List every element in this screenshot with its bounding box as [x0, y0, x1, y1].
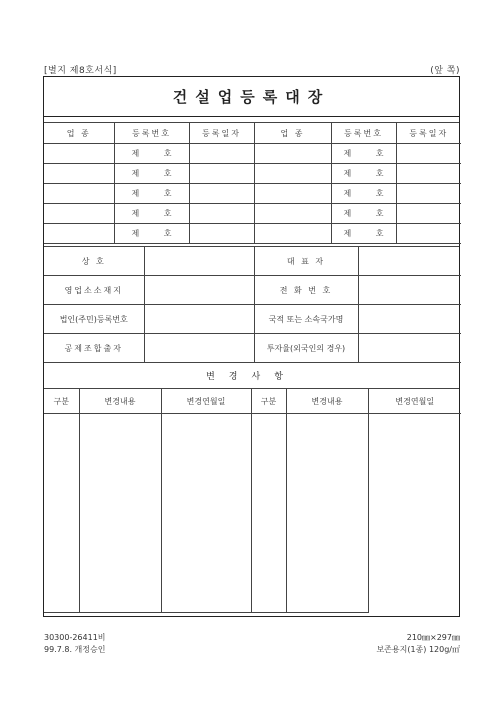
- table-row: [44, 164, 461, 184]
- reg-date-cell[interactable]: [396, 204, 461, 224]
- change-date-cell[interactable]: [368, 414, 461, 613]
- header-change-content: 변경내용: [79, 389, 161, 414]
- history-body-row: [44, 414, 461, 613]
- phone-label: 전 화 번 호: [254, 276, 358, 305]
- business-type-cell[interactable]: [44, 144, 114, 164]
- paper-size: 210㎜×297㎜: [406, 633, 460, 642]
- business-type-cell[interactable]: [44, 184, 114, 204]
- label-je: 제: [131, 189, 140, 198]
- reg-number-cell[interactable]: [114, 144, 189, 164]
- reg-number-cell[interactable]: [331, 184, 396, 204]
- form-title: 건설업등록대장: [44, 77, 459, 117]
- table-row: [44, 334, 461, 363]
- reg-number-cell[interactable]: [114, 164, 189, 184]
- label-ho: 호: [163, 229, 172, 238]
- label-ho: 호: [163, 209, 172, 218]
- label-je: 제: [343, 229, 352, 238]
- approval-note: 99.7.8. 개정승인: [44, 645, 106, 654]
- label-je: 제: [131, 149, 140, 158]
- business-location-label: 영업소소재지: [44, 276, 144, 305]
- header-business-type: 업 종: [44, 123, 114, 144]
- label-je: 제: [343, 149, 352, 158]
- reg-date-cell[interactable]: [189, 224, 254, 244]
- business-type-cell[interactable]: [254, 144, 331, 164]
- reg-number-cell[interactable]: [331, 224, 396, 244]
- header-change-date: 변경연월일: [368, 389, 461, 414]
- header-change-date: 변경연월일: [161, 389, 251, 414]
- reg-number-cell[interactable]: [114, 224, 189, 244]
- label-ho: 호: [163, 149, 172, 158]
- header-category: 구분: [44, 389, 79, 414]
- business-type-cell[interactable]: [44, 224, 114, 244]
- table-row: [44, 305, 461, 334]
- business-type-cell[interactable]: [254, 184, 331, 204]
- representative-value[interactable]: [358, 247, 461, 276]
- reg-date-cell[interactable]: [396, 184, 461, 204]
- header-reg-number: 등록번호: [331, 123, 396, 144]
- label-je: 제: [343, 189, 352, 198]
- company-info-table: [44, 247, 461, 363]
- label-je: 제: [343, 209, 352, 218]
- change-content-cell[interactable]: [79, 414, 161, 613]
- business-type-cell[interactable]: [44, 204, 114, 224]
- paper-type: 보존용지(1종) 120g/㎡: [376, 645, 460, 654]
- table-row: [44, 247, 461, 276]
- form-number: [별지 제8호서식]: [44, 66, 117, 76]
- nationality-label: 국적 또는 소속국가명: [254, 305, 358, 334]
- business-type-cell[interactable]: [254, 164, 331, 184]
- reg-date-cell[interactable]: [396, 224, 461, 244]
- change-date-cell[interactable]: [161, 414, 251, 613]
- reg-date-cell[interactable]: [189, 144, 254, 164]
- header-business-type: 업 종: [254, 123, 331, 144]
- label-ho: 호: [163, 169, 172, 178]
- label-ho: 호: [375, 209, 384, 218]
- label-ho: 호: [375, 229, 384, 238]
- label-ho: 호: [375, 189, 384, 198]
- reg-date-cell[interactable]: [189, 184, 254, 204]
- table-row: [44, 204, 461, 224]
- mutual-aid-value[interactable]: [144, 334, 254, 363]
- header-change-content: 변경내용: [286, 389, 368, 414]
- label-je: 제: [343, 169, 352, 178]
- nationality-value[interactable]: [358, 305, 461, 334]
- reg-date-cell[interactable]: [189, 164, 254, 184]
- registration-table: [44, 123, 461, 244]
- label-je: 제: [131, 209, 140, 218]
- label-je: 제: [131, 229, 140, 238]
- representative-label: 대 표 자: [254, 247, 358, 276]
- table-row: [44, 224, 461, 244]
- trade-name-label: 상 호: [44, 247, 144, 276]
- history-table: [44, 389, 461, 613]
- corp-reg-no-label: 법인(주민)등록번호: [44, 305, 144, 334]
- reg-date-cell[interactable]: [396, 164, 461, 184]
- reg-number-cell[interactable]: [114, 204, 189, 224]
- business-type-cell[interactable]: [254, 224, 331, 244]
- mutual-aid-label: 공제조합출자: [44, 334, 144, 363]
- reg-number-cell[interactable]: [331, 144, 396, 164]
- phone-value[interactable]: [358, 276, 461, 305]
- header-reg-date: 등록일자: [396, 123, 461, 144]
- reg-number-cell[interactable]: [331, 164, 396, 184]
- reg-number-cell[interactable]: [331, 204, 396, 224]
- corp-reg-no-value[interactable]: [144, 305, 254, 334]
- table-row: [44, 184, 461, 204]
- table-row: [44, 144, 461, 164]
- business-location-value[interactable]: [144, 276, 254, 305]
- business-type-cell[interactable]: [254, 204, 331, 224]
- history-header-row: [44, 389, 461, 414]
- label-ho: 호: [375, 149, 384, 158]
- form-code: 30300-26411비: [44, 633, 106, 642]
- investment-ratio-value[interactable]: [358, 334, 461, 363]
- header-reg-date: 등록일자: [189, 123, 254, 144]
- category-cell[interactable]: [44, 414, 79, 613]
- reg-number-cell[interactable]: [114, 184, 189, 204]
- header-category: 구분: [251, 389, 286, 414]
- table-row: [44, 276, 461, 305]
- page-side: (앞 쪽): [430, 66, 460, 76]
- reg-date-cell[interactable]: [189, 204, 254, 224]
- investment-ratio-label: 투자율(외국인의 경우): [254, 334, 358, 363]
- business-type-cell[interactable]: [44, 164, 114, 184]
- label-je: 제: [131, 169, 140, 178]
- history-title: 변경사항: [44, 363, 459, 389]
- registry-form: [43, 76, 460, 617]
- change-content-cell[interactable]: [286, 414, 368, 613]
- trade-name-value[interactable]: [144, 247, 254, 276]
- registration-header-row: [44, 123, 461, 144]
- category-cell[interactable]: [251, 414, 286, 613]
- label-ho: 호: [163, 189, 172, 198]
- header-reg-number: 등록번호: [114, 123, 189, 144]
- reg-date-cell[interactable]: [396, 144, 461, 164]
- label-ho: 호: [375, 169, 384, 178]
